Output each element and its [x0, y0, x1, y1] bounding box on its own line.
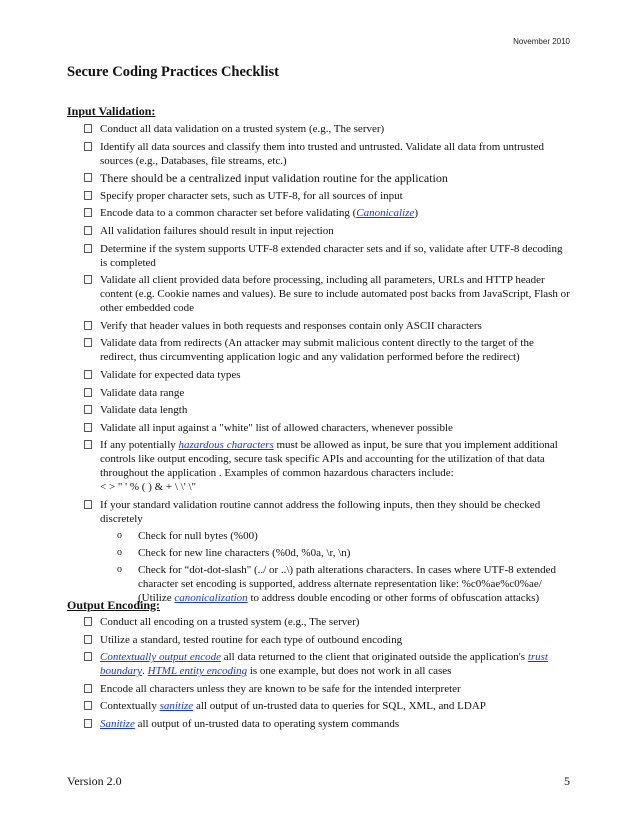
checkbox-icon	[84, 684, 92, 693]
checkbox-icon	[84, 617, 92, 626]
footer-version: Version 2.0	[67, 774, 122, 788]
checkbox-icon	[84, 226, 92, 235]
checkbox-icon	[84, 635, 92, 644]
sanitize-link[interactable]: sanitize	[159, 700, 194, 713]
checkbox-icon	[84, 440, 92, 449]
canonicalize-link[interactable]: Canonicalize	[356, 207, 415, 220]
checklist-item: Conduct all data validation on a trusted system (e.g., The server)	[84, 122, 572, 136]
checkbox-icon	[84, 701, 92, 710]
circle-bullet-icon: o	[117, 563, 122, 575]
checkbox-icon	[84, 652, 92, 661]
checklist-item: Validate all input against a "white" list of allowed characters, whenever possible	[84, 421, 572, 435]
sub-checklist-item: o Check for new line characters (%0d, %0a, \r, \n)	[117, 546, 351, 559]
hazardous-characters-link[interactable]: hazardous characters	[178, 439, 274, 452]
checklist-item: There should be a centralized input validation routine for the application	[84, 171, 572, 185]
checklist-item: Verify that header values in both requests and responses contain only ASCII characters	[84, 319, 572, 333]
hazardous-characters-examples: < > " ' % ( ) & + \ \' \"	[100, 481, 197, 494]
checklist-item: Determine if the system supports UTF-8 extended character sets and if so, validate after UTF-8 decoding is completed	[84, 242, 572, 270]
checklist-item: Contextually sanitize all output of un-trusted data to queries for SQL, XML, and LDAP	[84, 699, 572, 713]
footer-page-number: 5	[564, 774, 570, 788]
checkbox-icon	[84, 500, 92, 509]
output-encoding-list	[84, 615, 572, 735]
input-validation-list	[84, 122, 572, 609]
checkbox-icon	[84, 208, 92, 217]
circle-bullet-icon: o	[117, 529, 122, 541]
checkbox-icon	[84, 244, 92, 253]
checkbox-icon	[84, 405, 92, 414]
sub-checklist-item: o Check for null bytes (%00)	[117, 529, 258, 542]
circle-bullet-icon: o	[117, 546, 122, 558]
checklist-item: If any potentially hazardous characters must be allowed as input, be sure that you implement additional controls like output encoding, secure task specific APIs and accounting for the utilization of that data throughout the application . Examples of common hazardous characters include: < > " ' % ( ) & + \ \' \"	[84, 438, 572, 494]
sub-checklist-item: o Check for “dot-dot-slash" (../ or ..\) path alterations characters. In cases where UTF-8 extended character set encoding is supported, address alternate representation like: %c0%ae%c0%ae/ (Utilize canonicalization to address double encoding or other forms of obfuscation attacks)	[117, 563, 557, 604]
checklist-item: Identify all data sources and classify them into trusted and untrusted. Validate all data from untrusted sources (e.g., Databases, file streams, etc.)	[84, 140, 572, 168]
contextually-output-encode-link[interactable]: Contextually output encode	[100, 651, 221, 664]
sub-checklist	[100, 529, 572, 605]
checkbox-icon	[84, 719, 92, 728]
checkbox-icon	[84, 370, 92, 379]
checkbox-icon	[84, 338, 92, 347]
checklist-item: Validate data range	[84, 386, 572, 400]
checklist-item: Validate data from redirects (An attacker may submit malicious content directly to the target of the redirect, thus circumventing application logic and any validation performed before the redirect)	[84, 336, 572, 364]
page-title: Secure Coding Practices Checklist	[67, 64, 279, 80]
input-validation-heading: Input Validation:	[67, 104, 156, 118]
checkbox-icon	[84, 388, 92, 397]
canonicalization-link[interactable]: canonicalization	[174, 591, 248, 604]
checklist-item: Validate for expected data types	[84, 368, 572, 382]
output-encoding-heading: Output Encoding:	[67, 598, 161, 612]
checkbox-icon	[84, 423, 92, 432]
sanitize-commands-link[interactable]: Sanitize	[100, 717, 135, 730]
checkbox-icon	[84, 142, 92, 151]
checkbox-icon	[84, 191, 92, 200]
checkbox-icon	[84, 124, 92, 133]
checklist-item: Validate all client provided data before processing, including all parameters, URLs and HTTP header content (e.g. Cookie names and values). Be sure to include automated post backs from JavaScript, Flash or other embedded code	[84, 273, 572, 315]
html-entity-encoding-link[interactable]: HTML entity encoding	[147, 665, 248, 678]
header-date: November 2010	[513, 37, 570, 46]
checklist-item: All validation failures should result in input rejection	[84, 224, 572, 238]
checklist-item: Specify proper character sets, such as UTF-8, for all sources of input	[84, 189, 572, 203]
checklist-item: Utilize a standard, tested routine for each type of outbound encoding	[84, 633, 572, 647]
checklist-item: Conduct all encoding on a trusted system (e.g., The server)	[84, 615, 572, 629]
checkbox-icon	[84, 173, 92, 182]
checklist-item: Encode data to a common character set before validating (Canonicalize)	[84, 206, 572, 220]
checklist-item: Encode all characters unless they are known to be safe for the intended interpreter	[84, 682, 572, 696]
checklist-item: Contextually output encode all data returned to the client that originated outside the application's trust boundary. HTML entity encoding is one example, but does not work in all cases	[84, 650, 572, 678]
checkbox-icon	[84, 321, 92, 330]
checklist-item: If your standard validation routine cannot address the following inputs, then they should be checked discretely o Check for null bytes (%00) o Check for new line characters (%0d, %0a, \r, \n) o Check for “dot-dot-slash" (../ or ..\) path alterations characters. In cases where UTF-8 extended character set encoding is supported, address alternate representation like: %c0%ae%c0%ae/ (Utilize canonicalization to address double encoding or other forms of obfuscation attacks)	[84, 498, 572, 605]
checkbox-icon	[84, 275, 92, 284]
checklist-item: Validate data length	[84, 403, 572, 417]
trust-boundary-link[interactable]: trust boundary	[100, 651, 548, 678]
checklist-item: Sanitize all output of un-trusted data to operating system commands	[84, 717, 572, 731]
